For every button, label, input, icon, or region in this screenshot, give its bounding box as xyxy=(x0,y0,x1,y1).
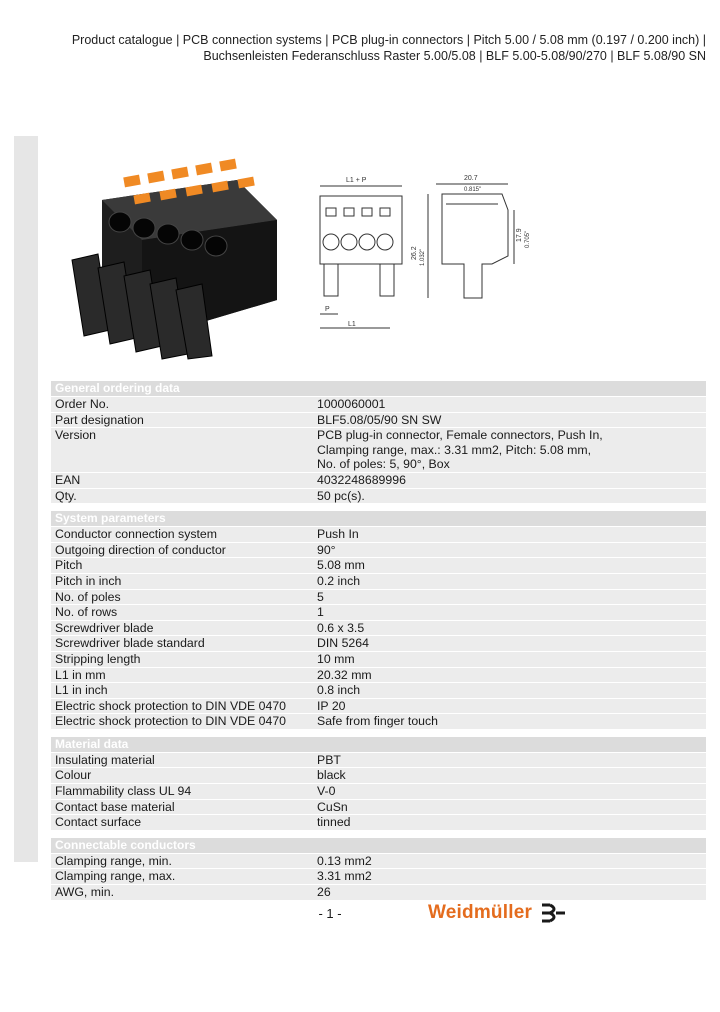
spec-label: AWG, min. xyxy=(55,885,114,900)
spec-label: Contact base material xyxy=(55,799,175,814)
spec-value: PCB plug-in connector, Female connectors, Push In, Clamping range, max.: 3.31 mm2, Pitch: 5.08 mm, No. of poles: 5, 90°, Box xyxy=(317,428,603,472)
spec-row xyxy=(51,714,706,729)
spec-label: No. of rows xyxy=(55,605,118,620)
breadcrumb-subtitle: Buchsenleisten Federanschluss Raster 5.00/5.08 | BLF 5.00-5.08/90/270 | BLF 5.08/90 SN xyxy=(203,49,706,63)
page-number: - 1 - xyxy=(318,906,342,921)
spec-label: Pitch xyxy=(55,558,83,573)
spec-label: Contact surface xyxy=(55,815,142,830)
spec-row xyxy=(51,784,706,799)
spec-value: CuSn xyxy=(317,799,348,814)
spec-row xyxy=(51,668,706,683)
section-title: Connectable conductors xyxy=(51,838,706,853)
spec-value: 0.6 x 3.5 xyxy=(317,620,365,635)
spec-tables xyxy=(51,381,706,908)
dim-height-in: 1.032" xyxy=(420,248,426,266)
breadcrumb: Product catalogue | PCB connection systems | PCB plug-in connectors | Pitch 5.00 / 5.08 mm (0.197 / 0.200 inch) | xyxy=(71,33,706,47)
dim-l1: L1 xyxy=(348,321,356,328)
dim-p: P xyxy=(325,306,330,313)
spec-section xyxy=(51,737,706,830)
spec-row xyxy=(51,574,706,589)
spec-value: 20.32 mm xyxy=(317,667,372,682)
spec-label: Pitch in inch xyxy=(55,573,122,588)
page-header xyxy=(72,32,706,64)
spec-section xyxy=(51,511,706,729)
spec-value: 90° xyxy=(317,542,336,557)
spec-row xyxy=(51,854,706,869)
spec-value: 0.13 mm2 xyxy=(317,853,372,868)
spec-label: Insulating material xyxy=(55,752,155,767)
spec-value: 4032248689996 xyxy=(317,472,406,487)
spec-label: Conductor connection system xyxy=(55,527,217,542)
spec-value: 3.31 mm2 xyxy=(317,869,372,884)
product-photo xyxy=(62,160,282,360)
spec-section xyxy=(51,838,706,900)
brand-logo xyxy=(428,900,566,926)
spec-value: 50 pc(s). xyxy=(317,488,365,503)
side-band xyxy=(14,136,38,862)
spec-label: L1 in mm xyxy=(55,667,106,682)
spec-label: Flammability class UL 94 xyxy=(55,784,192,799)
dim-width-in: 0.815" xyxy=(464,187,482,193)
dim-depth-mm: 17.9 xyxy=(516,228,523,242)
spec-value: 0.8 inch xyxy=(317,683,361,698)
spec-row xyxy=(51,885,706,900)
spec-row xyxy=(51,636,706,651)
spec-row xyxy=(51,397,706,412)
spec-value: PBT xyxy=(317,752,341,767)
weidmuller-mark-icon xyxy=(540,902,566,924)
dim-l1-plus-p: L1 + P xyxy=(346,177,367,184)
spec-label: EAN xyxy=(55,472,81,487)
spec-value: black xyxy=(317,768,346,783)
spec-row xyxy=(51,413,706,428)
spec-row xyxy=(51,590,706,605)
spec-label: Qty. xyxy=(55,488,77,503)
spec-value: tinned xyxy=(317,815,351,830)
spec-label: L1 in inch xyxy=(55,683,108,698)
spec-label: Order No. xyxy=(55,397,109,411)
spec-value: 10 mm xyxy=(317,651,355,666)
side-view-drawing xyxy=(412,170,532,320)
spec-value: 5.08 mm xyxy=(317,558,365,573)
spec-row xyxy=(51,699,706,714)
spec-label: Outgoing direction of conductor xyxy=(55,542,226,557)
spec-label: Version xyxy=(55,428,97,443)
section-title: Material data xyxy=(51,737,706,752)
dim-depth-in: 0.705" xyxy=(525,230,531,248)
spec-row xyxy=(51,800,706,815)
spec-value: BLF5.08/05/90 SN SW xyxy=(317,412,442,427)
dim-width-mm: 20.7 xyxy=(464,175,478,182)
spec-value: IP 20 xyxy=(317,698,346,713)
spec-row xyxy=(51,753,706,768)
spec-value: 5 xyxy=(317,589,324,604)
spec-row xyxy=(51,489,706,504)
spec-label: Screwdriver blade xyxy=(55,620,154,635)
spec-row xyxy=(51,558,706,573)
spec-row xyxy=(51,543,706,558)
spec-value: V-0 xyxy=(317,784,336,799)
spec-row xyxy=(51,815,706,830)
brand-name: Weidmüller xyxy=(428,902,533,923)
spec-row xyxy=(51,869,706,884)
spec-row xyxy=(51,621,706,636)
spec-value: 1 xyxy=(317,605,324,620)
spec-label: Part designation xyxy=(55,412,144,427)
spec-value: 26 xyxy=(317,885,331,900)
dim-height-mm: 26.2 xyxy=(411,246,418,260)
spec-label: Screwdriver blade standard xyxy=(55,636,205,651)
spec-section xyxy=(51,381,706,503)
spec-value: Safe from finger touch xyxy=(317,714,438,729)
spec-value: 1000060001 xyxy=(317,397,386,411)
spec-label: Electric shock protection to DIN VDE 0470 xyxy=(55,714,287,729)
front-view-drawing xyxy=(298,170,422,338)
spec-row xyxy=(51,527,706,542)
spec-row xyxy=(51,768,706,783)
spec-label: Clamping range, min. xyxy=(55,853,172,868)
section-title: General ordering data xyxy=(51,381,706,396)
spec-row xyxy=(51,652,706,667)
spec-value: DIN 5264 xyxy=(317,636,369,651)
spec-row xyxy=(51,473,706,488)
spec-label: Stripping length xyxy=(55,651,141,666)
spec-value: 0.2 inch xyxy=(317,573,361,588)
spec-row xyxy=(51,605,706,620)
spec-label: No. of poles xyxy=(55,589,121,604)
section-title: System parameters xyxy=(51,511,706,526)
spec-value: Push In xyxy=(317,527,359,542)
spec-label: Clamping range, max. xyxy=(55,869,176,884)
spec-label: Electric shock protection to DIN VDE 0470 xyxy=(55,698,287,713)
spec-label: Colour xyxy=(55,768,92,783)
spec-row xyxy=(51,683,706,698)
spec-row xyxy=(51,428,706,472)
